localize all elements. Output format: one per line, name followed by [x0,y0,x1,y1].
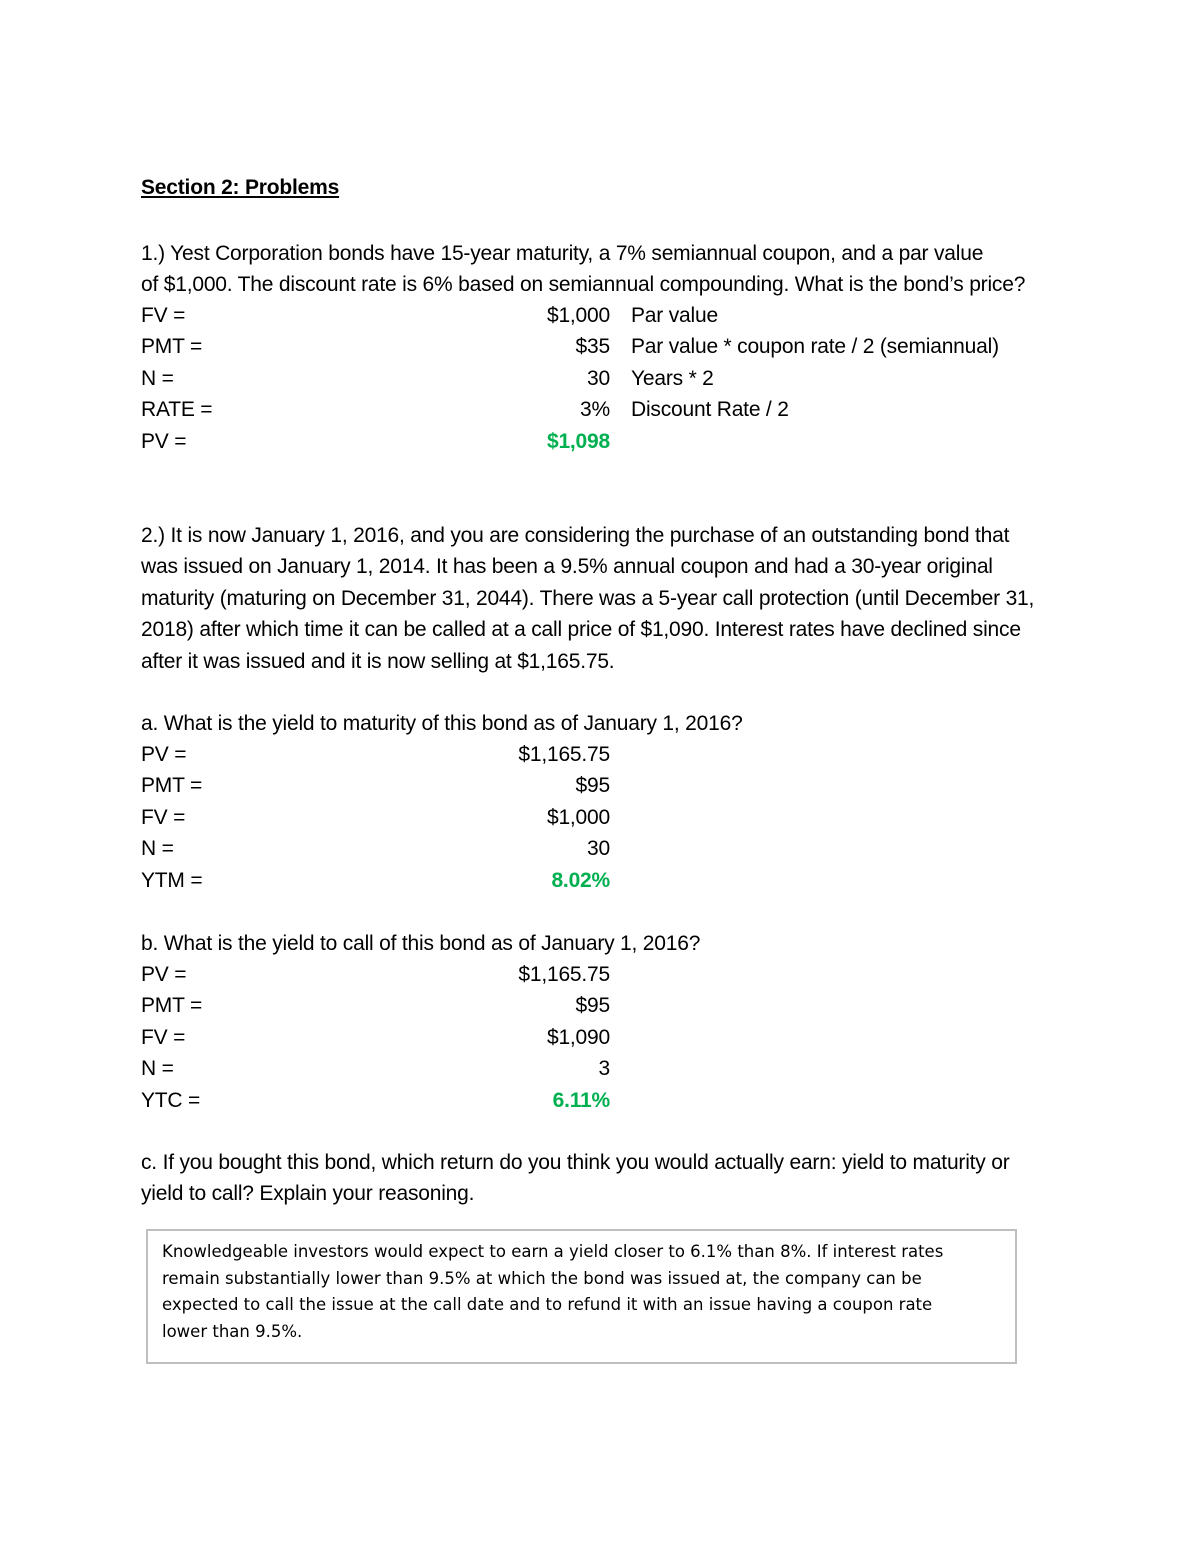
answer-line: Knowledgeable investors would expect to earn a yield closer to 6.1% than 8%. If interest rates [162,1242,944,1261]
calc-value: $1,000 [546,805,610,829]
calc-note: Years * 2 [631,366,714,390]
calc-value: $35 [575,335,610,359]
calc-value: $1,165.75 [518,743,610,766]
calc-value: $1,000 [546,304,610,327]
problem-2-line: 2018) after which time it can be called at a call price of $1,090. Interest rates have declined since [141,618,1021,642]
calc-value: $95 [575,774,610,798]
section-title: Section 2: Problems [141,176,340,199]
calc-value: $1,090 [546,1025,610,1049]
calc-label: PV = [141,429,187,453]
problem-2-line: 2.) It is now January 1, 2016, and you are considering the purchase of an outstanding bond that [141,524,1010,547]
part-c-line: yield to call? Explain your reasoning. [141,1182,475,1206]
calc-label: N = [141,837,174,861]
answer-line: lower than 9.5%. [162,1321,303,1341]
calc-note: Par value * coupon rate / 2 (semiannual) [631,335,999,359]
calc-result-value: 8.02% [551,868,610,892]
problem-1-line: of $1,000. The discount rate is 6% based on semiannual compounding. What is the bond’s price? [141,273,1026,297]
answer-line: expected to call the issue at the call date and to refund it with an issue having a coupon rate [162,1295,933,1314]
calc-label: FV = [141,805,186,829]
calc-result-value: 6.11% [552,1088,610,1112]
calc-label: FV = [141,304,186,327]
calc-label: YTC = [141,1088,201,1112]
problem-1-line: 1.) Yest Corporation bonds have 15-year maturity, a 7% semiannual coupon, and a par value [141,242,984,265]
calc-label: RATE = [141,398,213,422]
part-a-question [141,708,1091,739]
calc-label: PV = [141,743,187,766]
answer-line: remain substantially lower than 9.5% at which the bond was issued at, the company can be [162,1268,922,1288]
calc-label: PMT = [141,335,203,359]
problem-2-line: was issued on January 1, 2014. It has been a 9.5% annual coupon and had a 30-year original [141,555,993,579]
calc-label: N = [141,1057,174,1081]
calc-label: PMT = [141,774,203,798]
calc-label: PV = [141,963,187,986]
calc-value: 30 [587,366,610,390]
calc-label: YTM = [141,868,203,892]
calc-result-value: $1,098 [546,429,610,453]
part-a-question-text: a. What is the yield to maturity of this bond as of January 1, 2016? [141,712,743,735]
part-b-question [141,928,1091,959]
calc-note: Par value [631,304,718,327]
problem-1-text [141,238,1091,301]
part-b-question-text: b. What is the yield to call of this bond as of January 1, 2016? [141,932,701,955]
calc-value: $95 [575,994,610,1018]
calc-value: $1,165.75 [518,963,610,986]
part-c-question [141,1147,1091,1210]
problem-2-line: maturity (maturing on December 31, 2044). There was a 5-year call protection (until December 31, [141,586,1035,610]
answer-text-box [146,1229,1017,1364]
calc-label: FV = [141,1025,186,1049]
part-c-line: c. If you bought this bond, which return do you think you would actually earn: yield to maturity or [141,1151,1010,1174]
calc-label: PMT = [141,994,203,1018]
calc-value: 30 [587,837,610,861]
problem-2-text [141,520,1091,677]
calc-value: 3 [598,1057,610,1081]
calc-label: N = [141,366,174,390]
calc-value: 3% [580,398,610,422]
problem-2-line: after it was issued and it is now selling at $1,165.75. [141,649,615,673]
calc-note: Discount Rate / 2 [631,398,789,422]
